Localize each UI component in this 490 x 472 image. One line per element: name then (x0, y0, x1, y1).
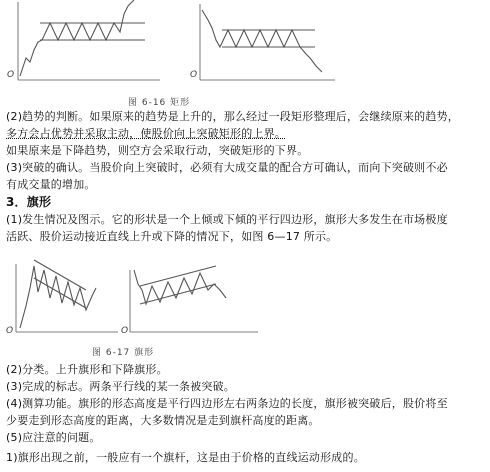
paragraph-flag-pole: 1)旗形出现之前，一般应有一个旗杆，这是由于价格的直线运动形成的。 (6, 451, 365, 464)
paragraph-flag-completion: (3)完成的标志。两条平行线的某一条被突破。 (6, 380, 235, 393)
paragraph-flag-measure-cont: 少要走到形态高度的距离，大多数情况是走到旗杆高度的距离。 (6, 414, 320, 427)
paragraph-flag-occurrence: (1)发生情况及图示。它的形状是一个上倾或下倾的平行四边形，旗形大多发生在市场极度 (6, 213, 448, 226)
paragraph-flag-occurrence-cont: 活跃、股价运动接近直线上升或下降的情况下，如图 6—17 所示。 (6, 230, 338, 243)
figure-6-17-caption: 图 6-17 旗形 (92, 348, 155, 358)
figure-6-16-caption: 图 6-16 矩形 (128, 98, 191, 108)
paragraph-trend-judgment: (2)趋势的判断。如果原来的趋势是上升的，那么经过一段矩形整理后，会继续原来的趋势， (6, 110, 459, 123)
paragraph-breakout-confirm: (3)突破的确认。当股价向上突破时，必须有大成交量的配合方可确认，而向下突破则不必 (6, 161, 448, 174)
paragraph-flag-measure: (4)测算功能。旗形的形态高度是平行四边形左右两条边的长度，旗形被突破后，股价将至 (6, 397, 448, 410)
figure-6-17-origin-label: O (6, 326, 15, 336)
paragraph-downtrend: 如果原来是下降趋势，则空方会采取行动，突破矩形的下界。 (6, 144, 309, 157)
figure-6-17-origin-label-right: O (121, 326, 130, 336)
paragraph-flag-classification: (2)分类。上升旗形和下降旗形。 (6, 363, 168, 376)
figure-6-16-origin-label-right: O (190, 70, 199, 80)
paragraph-flag-notes: (5)应注意的问题。 (6, 431, 101, 444)
figure-6-17-flag-diagram (0, 248, 260, 343)
bulls-dominant-text: 多方会占优势并采取主动，使股价向上突破矩形的上界。 (6, 127, 286, 140)
paragraph-trend-judgment-cont (6, 127, 286, 141)
figure-6-16-origin-label: O (7, 70, 16, 80)
section-heading-flag: 3．旗形 (6, 195, 52, 209)
paragraph-breakout-confirm-cont: 有成交量的增加。 (6, 178, 96, 191)
figure-6-16-rectangle-diagram (0, 0, 340, 90)
